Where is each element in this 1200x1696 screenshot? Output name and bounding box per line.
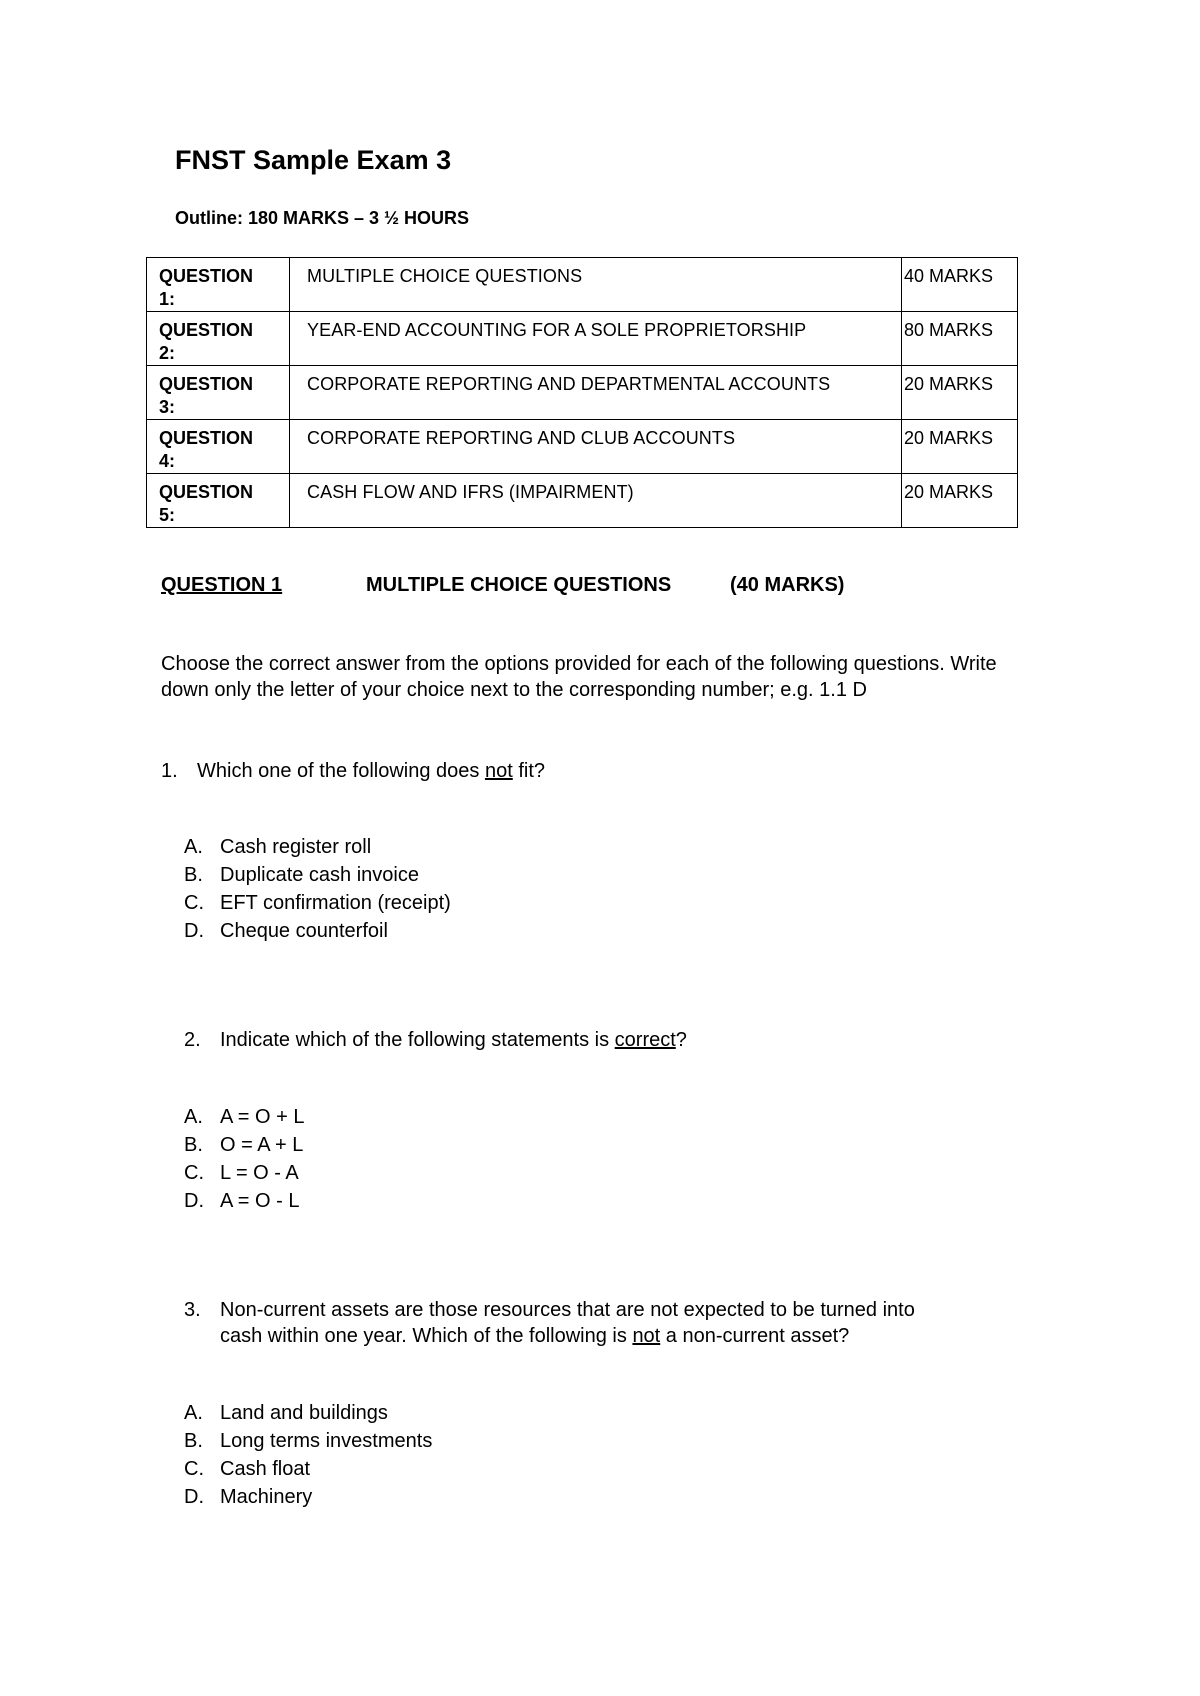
option-letter: B. [184,864,203,886]
option-letter: B. [184,1134,203,1156]
option-letter: D. [184,1190,204,1212]
question-label-line2: 5: [159,505,176,525]
question-label-line1: QUESTION [159,482,254,502]
option-text: O = A + L [220,1134,304,1156]
question-text [220,1297,915,1349]
question-text-emphasis: not [632,1325,661,1347]
question-label-line2: 4: [159,451,176,471]
question-description-cell: CASH FLOW AND IFRS (IMPAIRMENT) [290,474,902,528]
question-text [220,1027,687,1053]
option-text: EFT confirmation (receipt) [220,892,451,914]
question-label-line1: QUESTION [159,374,254,394]
exam-outline: Outline: 180 MARKS – 3 ½ HOURS [175,208,470,228]
option-letter: A. [184,1106,203,1128]
option-text: Duplicate cash invoice [220,864,419,886]
answer-option [184,861,419,889]
option-letter: C. [184,1458,204,1480]
question-marks-cell: 20 MARKS [902,474,1018,528]
question-text-part: fit? [512,760,546,782]
question-text-part: Indicate which of the following statements is [220,1029,615,1051]
question-number: 1. [161,760,178,782]
question-marks-cell: 80 MARKS [902,312,1018,366]
answer-option [184,833,371,861]
answer-option [184,1159,299,1187]
question-label-cell [147,420,290,474]
question-text-part: Which one of the following does [197,760,485,782]
question-label-line1: QUESTION [159,320,254,340]
question-label-cell [147,366,290,420]
instructions [161,651,1061,703]
option-letter: A. [184,1402,203,1424]
question-description-cell: CORPORATE REPORTING AND DEPARTMENTAL ACCOUNTS [290,366,902,420]
option-letter: D. [184,920,204,942]
page-title: FNST Sample Exam 3 [175,145,452,175]
question-label-line2: 2: [159,343,176,363]
option-text: Cash float [220,1458,311,1480]
option-text: A = O + L [220,1106,305,1128]
question-summary-table [146,257,1018,528]
option-text: Cheque counterfoil [220,920,388,942]
table-row [147,312,1018,366]
option-text: A = O - L [220,1190,300,1212]
answer-option [184,1187,299,1215]
question-number: 2. [184,1029,201,1051]
answer-option [184,1131,303,1159]
question-marks-cell: 20 MARKS [902,420,1018,474]
question-text-part: cash within one year. Which of the following is [220,1325,633,1347]
question-1-label: QUESTION 1 [161,574,283,596]
answer-option [184,917,388,945]
question-description-cell: YEAR-END ACCOUNTING FOR A SOLE PROPRIETORSHIP [290,312,902,366]
question-label-line2: 3: [159,397,176,417]
question-number: 3. [184,1299,201,1321]
question-1-title: MULTIPLE CHOICE QUESTIONS [366,574,672,596]
question-marks-cell: 40 MARKS [902,258,1018,312]
option-text: L = O - A [220,1162,299,1184]
table-row [147,420,1018,474]
answer-option [184,1427,432,1455]
instructions-line2: down only the letter of your choice next to the corresponding number; e.g. 1.1 D [161,679,867,701]
question-label-line2: 1: [159,289,176,309]
question-1-marks: (40 MARKS) [730,574,845,596]
table-row [147,474,1018,528]
question-label-line1: QUESTION [159,266,254,286]
option-letter: A. [184,836,203,858]
answer-option [184,1399,388,1427]
option-text: Land and buildings [220,1402,388,1424]
question-marks-cell: 20 MARKS [902,366,1018,420]
option-letter: B. [184,1430,203,1452]
question-text-part: ? [675,1029,687,1051]
question-text-emphasis: correct [614,1029,676,1051]
question-label-cell [147,312,290,366]
option-text: Machinery [220,1486,313,1508]
option-letter: D. [184,1486,204,1508]
question-label-line1: QUESTION [159,428,254,448]
answer-option [184,1483,312,1511]
question-description-cell: CORPORATE REPORTING AND CLUB ACCOUNTS [290,420,902,474]
option-text: Cash register roll [220,836,372,858]
question-label-cell [147,258,290,312]
answer-option [184,1103,305,1131]
answer-option [184,1455,310,1483]
question-text-line1: Non-current assets are those resources that are not expected to be turned into [220,1299,915,1321]
question-description-cell: MULTIPLE CHOICE QUESTIONS [290,258,902,312]
table-row [147,366,1018,420]
table-row [147,258,1018,312]
question-text [197,758,545,784]
option-letter: C. [184,892,204,914]
answer-option [184,889,451,917]
instructions-line1: Choose the correct answer from the options provided for each of the following questions. Write [161,653,997,675]
option-letter: C. [184,1162,204,1184]
question-text-emphasis: not [484,760,513,782]
option-text: Long terms investments [220,1430,433,1452]
question-label-cell [147,474,290,528]
question-text-part: a non-current asset? [660,1325,850,1347]
